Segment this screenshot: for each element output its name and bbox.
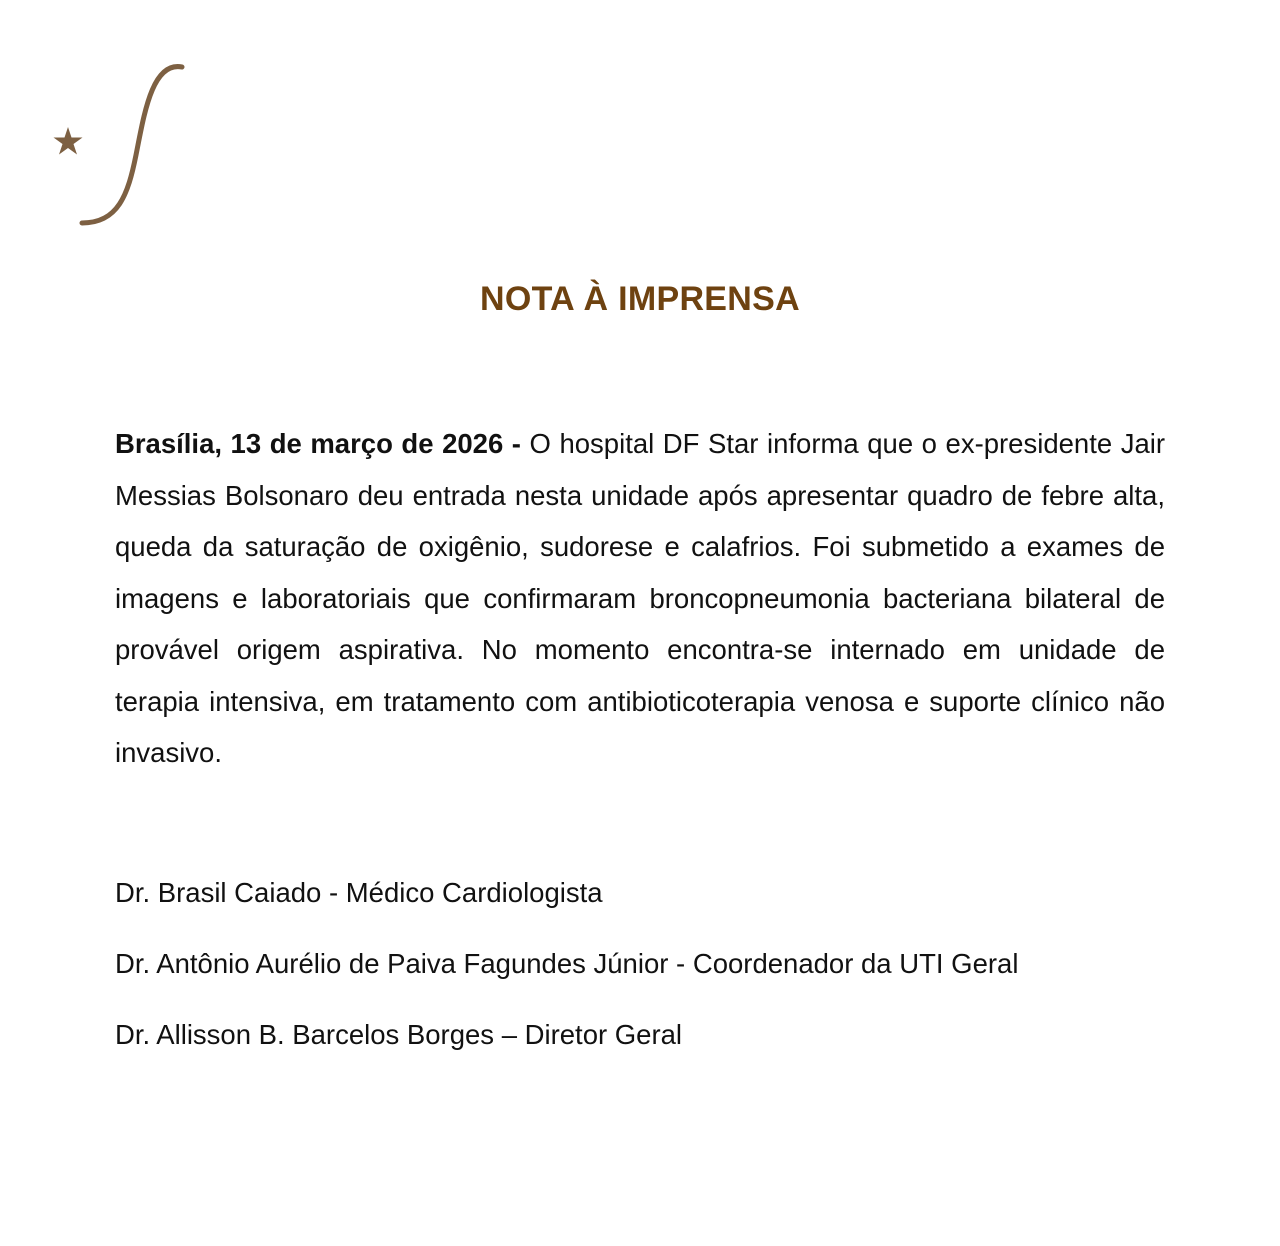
logo-integral-curve-icon [82, 67, 182, 223]
signature-line: Dr. Antônio Aurélio de Paiva Fagundes Júnior - Coordenador da UTI Geral [115, 948, 1019, 979]
logo-star-icon [54, 127, 83, 155]
press-release-text: O hospital DF Star informa que o ex-presidente Jair Messias Bolsonaro deu entrada nesta unidade após apresentar quadro de febre alta, queda da saturação de oxigênio, sudorese e calafrios. Foi submetido a exames de imagens e laboratoriais que confirmaram broncopneumonia bacteriana bilateral de provável origem aspirativa. No momento encontra-se internado em unidade de terapia intensiva, em tratamento com antibioticoterapia venosa e suporte clínico não invasivo. [115, 428, 1166, 768]
press-release-body [115, 418, 1165, 779]
signature-list [115, 867, 1215, 1080]
signature-line: Dr. Brasil Caiado - Médico Cardiologista [115, 877, 603, 908]
star-and-integral-mark-icon [40, 55, 200, 235]
signature-line: Dr. Allisson B. Barcelos Borges – Diretor Geral [115, 1019, 683, 1050]
page-title: NOTA À IMPRENSA [480, 280, 800, 318]
date-location-lead: Brasília, 13 de março de 2026 - [115, 428, 521, 459]
hospital-logo [40, 55, 200, 235]
